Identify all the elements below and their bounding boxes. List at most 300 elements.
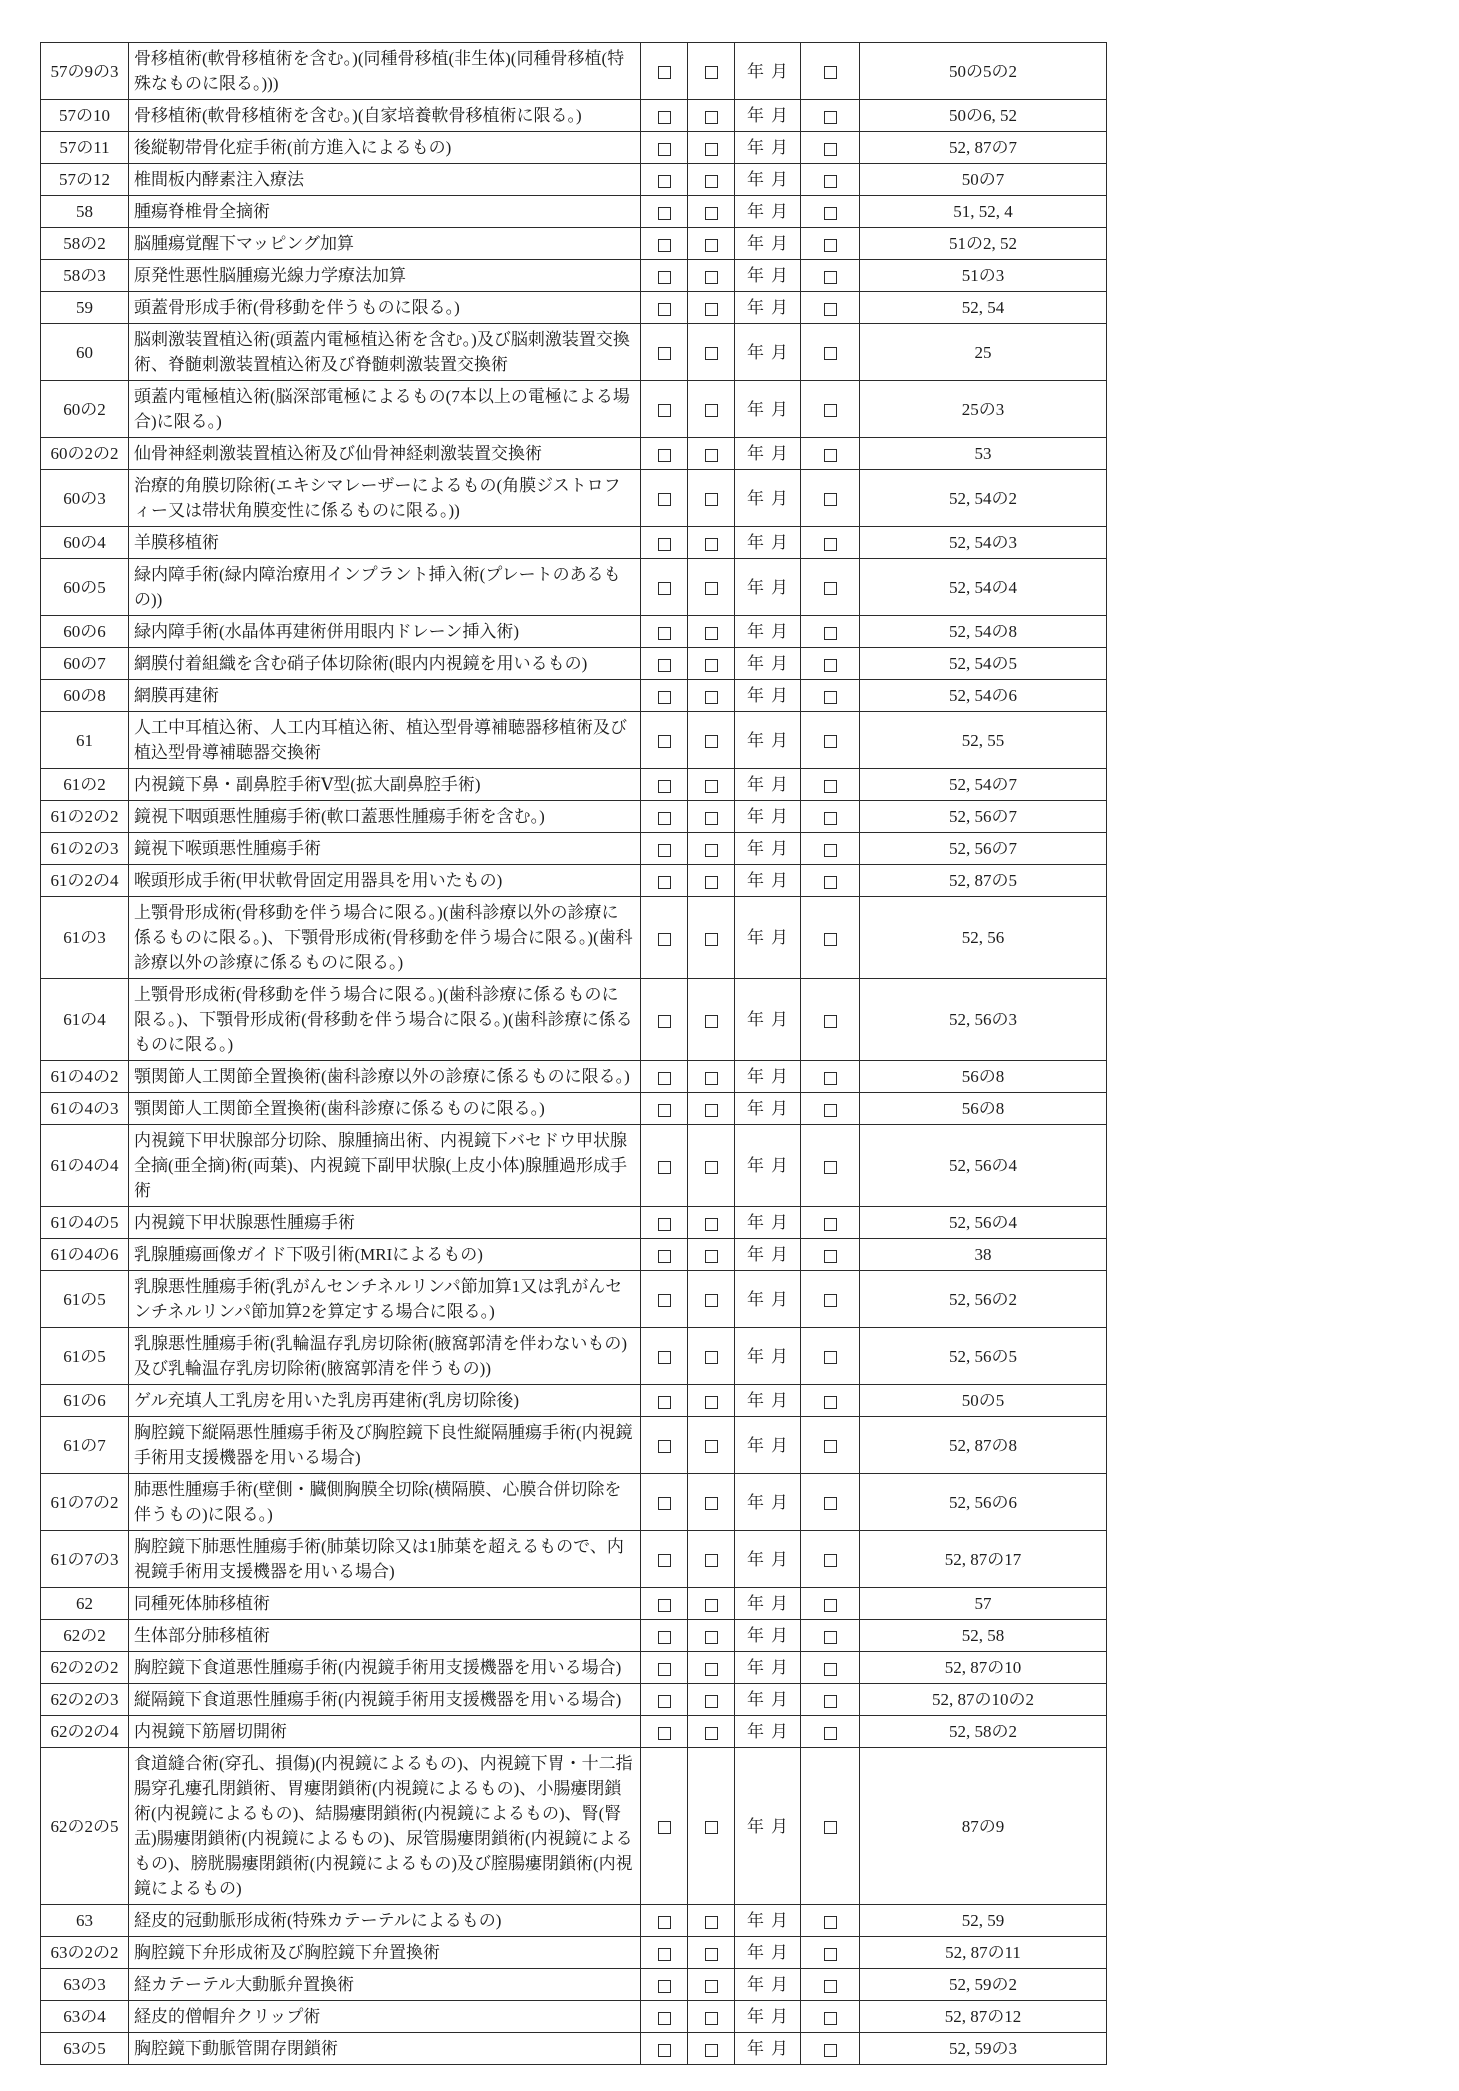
checkbox-cell-3 xyxy=(801,1093,860,1125)
checkbox-2[interactable] xyxy=(705,1218,718,1231)
row-number: 61の2 xyxy=(41,769,129,801)
checkbox-1[interactable] xyxy=(658,933,671,946)
checkbox-3[interactable] xyxy=(824,1294,837,1307)
checkbox-cell-3 xyxy=(801,164,860,196)
procedure-name: 羊膜移植術 xyxy=(129,527,641,559)
checkbox-1[interactable] xyxy=(658,1821,671,1834)
table-row xyxy=(41,1716,1107,1748)
reference-number: 52, 56の4 xyxy=(860,1207,1107,1239)
checkbox-2[interactable] xyxy=(705,1396,718,1409)
checkbox-cell-3 xyxy=(801,132,860,164)
checkbox-1[interactable] xyxy=(658,271,671,284)
checkbox-1[interactable] xyxy=(658,844,671,857)
checkbox-3[interactable] xyxy=(824,1916,837,1929)
checkbox-2[interactable] xyxy=(705,1980,718,1993)
checkbox-1[interactable] xyxy=(658,207,671,220)
procedure-name: 網膜再建術 xyxy=(129,680,641,712)
month-label: 月 xyxy=(771,1245,788,1264)
year-label: 年 xyxy=(747,202,764,221)
checkbox-2[interactable] xyxy=(705,143,718,156)
year-label: 年 xyxy=(747,1722,764,1741)
year-label: 年 xyxy=(747,1099,764,1118)
checkbox-1[interactable] xyxy=(658,2012,671,2025)
checkbox-1[interactable] xyxy=(658,303,671,316)
checkbox-3[interactable] xyxy=(824,1948,837,1961)
checkbox-1[interactable] xyxy=(658,1916,671,1929)
year-label: 年 xyxy=(747,138,764,157)
checkbox-cell-1 xyxy=(641,1271,688,1328)
month-label: 月 xyxy=(771,1658,788,1677)
table-row xyxy=(41,680,1107,712)
year-label: 年 xyxy=(747,1594,764,1613)
checkbox-cell-1 xyxy=(641,1620,688,1652)
month-label: 月 xyxy=(771,1213,788,1232)
year-month-cell xyxy=(735,324,801,381)
checkbox-3[interactable] xyxy=(824,691,837,704)
year-month-cell xyxy=(735,1748,801,1905)
checkbox-2[interactable] xyxy=(705,303,718,316)
checkbox-3[interactable] xyxy=(824,1161,837,1174)
checkbox-cell-1 xyxy=(641,1969,688,2001)
table-row xyxy=(41,196,1107,228)
checkbox-1[interactable] xyxy=(658,1161,671,1174)
procedure-name: 肺悪性腫瘍手術(壁側・臓側胸膜全切除(横隔膜、心膜合併切除を伴うもの)に限る。) xyxy=(129,1474,641,1531)
checkbox-1[interactable] xyxy=(658,1948,671,1961)
year-label: 年 xyxy=(747,1289,764,1309)
checkbox-3[interactable] xyxy=(824,1599,837,1612)
checkbox-2[interactable] xyxy=(705,2044,718,2057)
year-label: 年 xyxy=(747,871,764,890)
checkbox-3[interactable] xyxy=(824,538,837,551)
checkbox-1[interactable] xyxy=(658,347,671,360)
table-row xyxy=(41,527,1107,559)
month-label: 月 xyxy=(771,686,788,705)
checkbox-3[interactable] xyxy=(824,271,837,284)
month-label: 月 xyxy=(771,1391,788,1410)
checkbox-2[interactable] xyxy=(705,207,718,220)
checkbox-2[interactable] xyxy=(705,844,718,857)
checkbox-cell-2 xyxy=(688,1417,735,1474)
checkbox-2[interactable] xyxy=(705,1821,718,1834)
procedure-name: 緑内障手術(水晶体再建術併用眼内ドレーン挿入術) xyxy=(129,616,641,648)
checkbox-2[interactable] xyxy=(705,111,718,124)
checkbox-cell-3 xyxy=(801,1588,860,1620)
checkbox-cell-1 xyxy=(641,260,688,292)
checkbox-cell-1 xyxy=(641,865,688,897)
checkbox-2[interactable] xyxy=(705,933,718,946)
checkbox-1[interactable] xyxy=(658,1727,671,1740)
checkbox-1[interactable] xyxy=(658,449,671,462)
table-row xyxy=(41,324,1107,381)
checkbox-3[interactable] xyxy=(824,1396,837,1409)
checkbox-cell-3 xyxy=(801,1620,860,1652)
checkbox-3[interactable] xyxy=(824,303,837,316)
month-label: 月 xyxy=(771,1435,788,1455)
checkbox-cell-3 xyxy=(801,1207,860,1239)
year-month-cell xyxy=(735,164,801,196)
procedure-name: 頭蓋骨形成手術(骨移動を伴うものに限る。) xyxy=(129,292,641,324)
year-label: 年 xyxy=(747,1690,764,1709)
checkbox-cell-2 xyxy=(688,132,735,164)
checkbox-cell-1 xyxy=(641,1239,688,1271)
checkbox-2[interactable] xyxy=(705,780,718,793)
checkbox-cell-1 xyxy=(641,979,688,1061)
checkbox-1[interactable] xyxy=(658,1351,671,1364)
checkbox-cell-2 xyxy=(688,324,735,381)
checkbox-1[interactable] xyxy=(658,1104,671,1117)
year-month-cell xyxy=(735,527,801,559)
checkbox-3[interactable] xyxy=(824,143,837,156)
checkbox-2[interactable] xyxy=(705,449,718,462)
month-label: 月 xyxy=(771,871,788,890)
row-number: 60の4 xyxy=(41,527,129,559)
checkbox-2[interactable] xyxy=(705,876,718,889)
year-label: 年 xyxy=(747,234,764,253)
checkbox-3[interactable] xyxy=(824,207,837,220)
table-row xyxy=(41,769,1107,801)
checkbox-cell-2 xyxy=(688,1684,735,1716)
checkbox-2[interactable] xyxy=(705,735,718,748)
row-number: 63の4 xyxy=(41,2001,129,2033)
row-number: 63 xyxy=(41,1905,129,1937)
checkbox-3[interactable] xyxy=(824,844,837,857)
year-label: 年 xyxy=(747,1067,764,1086)
checkbox-3[interactable] xyxy=(824,1015,837,1028)
checkbox-2[interactable] xyxy=(705,239,718,252)
checkbox-3[interactable] xyxy=(824,175,837,188)
table-row xyxy=(41,1385,1107,1417)
checkbox-1[interactable] xyxy=(658,538,671,551)
checkbox-cell-1 xyxy=(641,1207,688,1239)
checkbox-1[interactable] xyxy=(658,1554,671,1567)
checkbox-2[interactable] xyxy=(705,1631,718,1644)
year-label: 年 xyxy=(747,577,764,597)
row-number: 61の7 xyxy=(41,1417,129,1474)
month-label: 月 xyxy=(771,488,788,508)
checkbox-2[interactable] xyxy=(705,582,718,595)
checkbox-3[interactable] xyxy=(824,111,837,124)
checkbox-1[interactable] xyxy=(658,1440,671,1453)
checkbox-cell-2 xyxy=(688,292,735,324)
checkbox-3[interactable] xyxy=(824,627,837,640)
checkbox-3[interactable] xyxy=(824,659,837,672)
checkbox-cell-1 xyxy=(641,1716,688,1748)
checkbox-2[interactable] xyxy=(705,1497,718,1510)
procedure-name: 後縦靭帯骨化症手術(前方進入によるもの) xyxy=(129,132,641,164)
year-label: 年 xyxy=(747,399,764,419)
checkbox-1[interactable] xyxy=(658,691,671,704)
month-label: 月 xyxy=(771,106,788,125)
reference-number: 52, 87の7 xyxy=(860,132,1107,164)
row-number: 57の9の3 xyxy=(41,43,129,100)
year-month-cell xyxy=(735,801,801,833)
checkbox-3[interactable] xyxy=(824,347,837,360)
year-label: 年 xyxy=(747,1975,764,1994)
checkbox-2[interactable] xyxy=(705,1916,718,1929)
reference-number: 52, 56の7 xyxy=(860,801,1107,833)
reference-number: 52, 56の2 xyxy=(860,1271,1107,1328)
checkbox-2[interactable] xyxy=(705,627,718,640)
row-number: 60の5 xyxy=(41,559,129,616)
checkbox-1[interactable] xyxy=(658,812,671,825)
checkbox-1[interactable] xyxy=(658,143,671,156)
checkbox-3[interactable] xyxy=(824,1980,837,1993)
checkbox-3[interactable] xyxy=(824,1250,837,1263)
checkbox-2[interactable] xyxy=(705,812,718,825)
row-number: 60の3 xyxy=(41,470,129,527)
checkbox-1[interactable] xyxy=(658,111,671,124)
month-label: 月 xyxy=(771,170,788,189)
checkbox-cell-3 xyxy=(801,1271,860,1328)
row-number: 62の2の3 xyxy=(41,1684,129,1716)
checkbox-2[interactable] xyxy=(705,1351,718,1364)
procedure-name: ゲル充填人工乳房を用いた乳房再建術(乳房切除後) xyxy=(129,1385,641,1417)
checkbox-1[interactable] xyxy=(658,1980,671,1993)
checkbox-3[interactable] xyxy=(824,239,837,252)
checkbox-2[interactable] xyxy=(705,66,718,79)
year-month-cell xyxy=(735,1239,801,1271)
checkbox-cell-2 xyxy=(688,1328,735,1385)
year-label: 年 xyxy=(747,686,764,705)
procedure-name: 経皮的冠動脈形成術(特殊カテーテルによるもの) xyxy=(129,1905,641,1937)
checkbox-cell-3 xyxy=(801,2001,860,2033)
checkbox-2[interactable] xyxy=(705,1948,718,1961)
checkbox-2[interactable] xyxy=(705,691,718,704)
row-number: 61の7の3 xyxy=(41,1531,129,1588)
checkbox-1[interactable] xyxy=(658,735,671,748)
checkbox-3[interactable] xyxy=(824,780,837,793)
checkbox-3[interactable] xyxy=(824,1218,837,1231)
checkbox-cell-2 xyxy=(688,527,735,559)
row-number: 62の2 xyxy=(41,1620,129,1652)
row-number: 61の5 xyxy=(41,1328,129,1385)
checkbox-1[interactable] xyxy=(658,1250,671,1263)
year-month-cell xyxy=(735,1061,801,1093)
reference-number: 52, 87の11 xyxy=(860,1937,1107,1969)
procedure-name: 頭蓋内電極植込術(脳深部電極によるもの(7本以上の電極による場合)に限る。) xyxy=(129,381,641,438)
checkbox-2[interactable] xyxy=(705,271,718,284)
procedure-name: 内視鏡下鼻・副鼻腔手術Ⅴ型(拡大副鼻腔手術) xyxy=(129,769,641,801)
year-month-cell xyxy=(735,381,801,438)
checkbox-1[interactable] xyxy=(658,876,671,889)
checkbox-1[interactable] xyxy=(658,659,671,672)
checkbox-2[interactable] xyxy=(705,1727,718,1740)
checkbox-cell-1 xyxy=(641,438,688,470)
year-month-cell xyxy=(735,897,801,979)
table-row xyxy=(41,648,1107,680)
month-label: 月 xyxy=(771,1067,788,1086)
checkbox-3[interactable] xyxy=(824,876,837,889)
reference-number: 52, 56の3 xyxy=(860,979,1107,1061)
table-row xyxy=(41,1239,1107,1271)
checkbox-1[interactable] xyxy=(658,2044,671,2057)
checkbox-cell-2 xyxy=(688,769,735,801)
reference-number: 52, 55 xyxy=(860,712,1107,769)
table-row xyxy=(41,2033,1107,2065)
procedure-name: 骨移植術(軟骨移植術を含む。)(自家培養軟骨移植術に限る。) xyxy=(129,100,641,132)
checkbox-2[interactable] xyxy=(705,1250,718,1263)
checkbox-1[interactable] xyxy=(658,1218,671,1231)
checkbox-3[interactable] xyxy=(824,449,837,462)
month-label: 月 xyxy=(771,577,788,597)
checkbox-1[interactable] xyxy=(658,493,671,506)
checkbox-2[interactable] xyxy=(705,404,718,417)
month-label: 月 xyxy=(771,1911,788,1930)
checkbox-cell-3 xyxy=(801,712,860,769)
checkbox-1[interactable] xyxy=(658,175,671,188)
checkbox-cell-2 xyxy=(688,438,735,470)
year-label: 年 xyxy=(747,533,764,552)
checkbox-1[interactable] xyxy=(658,1294,671,1307)
row-number: 60の7 xyxy=(41,648,129,680)
year-label: 年 xyxy=(747,654,764,673)
checkbox-1[interactable] xyxy=(658,1396,671,1409)
year-month-cell xyxy=(735,43,801,100)
checkbox-3[interactable] xyxy=(824,2044,837,2057)
year-month-cell xyxy=(735,260,801,292)
checkbox-3[interactable] xyxy=(824,1497,837,1510)
checkbox-cell-2 xyxy=(688,1588,735,1620)
checkbox-cell-2 xyxy=(688,1716,735,1748)
table-row xyxy=(41,381,1107,438)
checkbox-1[interactable] xyxy=(658,1015,671,1028)
checkbox-cell-2 xyxy=(688,1271,735,1328)
checkbox-2[interactable] xyxy=(705,347,718,360)
table-row xyxy=(41,1588,1107,1620)
checkbox-1[interactable] xyxy=(658,582,671,595)
checkbox-cell-1 xyxy=(641,1093,688,1125)
checkbox-2[interactable] xyxy=(705,1104,718,1117)
procedure-name: 上顎骨形成術(骨移動を伴う場合に限る。)(歯科診療に係るものに限る。)、下顎骨形成術(骨移動を伴う場合に限る。)(歯科診療に係るものに限る。) xyxy=(129,979,641,1061)
checkbox-cell-1 xyxy=(641,132,688,164)
year-month-cell xyxy=(735,292,801,324)
checkbox-2[interactable] xyxy=(705,2012,718,2025)
month-label: 月 xyxy=(771,1492,788,1512)
reference-number: 52, 87の5 xyxy=(860,865,1107,897)
year-month-cell xyxy=(735,1716,801,1748)
checkbox-1[interactable] xyxy=(658,404,671,417)
checkbox-1[interactable] xyxy=(658,1663,671,1676)
checkbox-2[interactable] xyxy=(705,1599,718,1612)
checkbox-1[interactable] xyxy=(658,1497,671,1510)
checkbox-3[interactable] xyxy=(824,1695,837,1708)
year-month-cell xyxy=(735,1588,801,1620)
year-label: 年 xyxy=(747,170,764,189)
month-label: 月 xyxy=(771,1690,788,1709)
month-label: 月 xyxy=(771,234,788,253)
checkbox-1[interactable] xyxy=(658,627,671,640)
procedure-name: 内視鏡下甲状腺悪性腫瘍手術 xyxy=(129,1207,641,1239)
checkbox-2[interactable] xyxy=(705,1294,718,1307)
checkbox-2[interactable] xyxy=(705,175,718,188)
row-number: 61の4の3 xyxy=(41,1093,129,1125)
checkbox-2[interactable] xyxy=(705,659,718,672)
checkbox-cell-2 xyxy=(688,1061,735,1093)
checkbox-2[interactable] xyxy=(705,1161,718,1174)
checkbox-3[interactable] xyxy=(824,2012,837,2025)
month-label: 月 xyxy=(771,399,788,419)
checkbox-2[interactable] xyxy=(705,1440,718,1453)
year-label: 年 xyxy=(747,807,764,826)
checkbox-3[interactable] xyxy=(824,1072,837,1085)
year-label: 年 xyxy=(747,1549,764,1569)
checkbox-3[interactable] xyxy=(824,1351,837,1364)
reference-number: 50の7 xyxy=(860,164,1107,196)
month-label: 月 xyxy=(771,622,788,641)
year-label: 年 xyxy=(747,1492,764,1512)
reference-number: 52, 54の5 xyxy=(860,648,1107,680)
checkbox-3[interactable] xyxy=(824,582,837,595)
checkbox-cell-3 xyxy=(801,1239,860,1271)
checkbox-cell-1 xyxy=(641,559,688,616)
checkbox-cell-2 xyxy=(688,1937,735,1969)
checkbox-3[interactable] xyxy=(824,1663,837,1676)
checkbox-cell-1 xyxy=(641,43,688,100)
checkbox-3[interactable] xyxy=(824,735,837,748)
checkbox-1[interactable] xyxy=(658,1631,671,1644)
table-row xyxy=(41,43,1107,100)
checkbox-3[interactable] xyxy=(824,933,837,946)
procedure-name: 経カテーテル大動脈弁置換術 xyxy=(129,1969,641,2001)
checkbox-3[interactable] xyxy=(824,1440,837,1453)
checkbox-2[interactable] xyxy=(705,538,718,551)
table-row xyxy=(41,1620,1107,1652)
year-month-cell xyxy=(735,1937,801,1969)
checkbox-2[interactable] xyxy=(705,1695,718,1708)
checkbox-3[interactable] xyxy=(824,1104,837,1117)
checkbox-3[interactable] xyxy=(824,404,837,417)
checkbox-cell-1 xyxy=(641,1061,688,1093)
checkbox-3[interactable] xyxy=(824,812,837,825)
checkbox-1[interactable] xyxy=(658,1599,671,1612)
checkbox-cell-2 xyxy=(688,196,735,228)
checkbox-cell-1 xyxy=(641,324,688,381)
checkbox-1[interactable] xyxy=(658,239,671,252)
reference-number: 52, 54の3 xyxy=(860,527,1107,559)
row-number: 57の10 xyxy=(41,100,129,132)
year-label: 年 xyxy=(747,839,764,858)
checkbox-2[interactable] xyxy=(705,493,718,506)
checkbox-cell-3 xyxy=(801,1474,860,1531)
checkbox-1[interactable] xyxy=(658,66,671,79)
checkbox-cell-3 xyxy=(801,1937,860,1969)
checkbox-1[interactable] xyxy=(658,1072,671,1085)
checkbox-3[interactable] xyxy=(824,66,837,79)
checkbox-cell-2 xyxy=(688,1207,735,1239)
checkbox-2[interactable] xyxy=(705,1554,718,1567)
row-number: 60の2の2 xyxy=(41,438,129,470)
checkbox-cell-2 xyxy=(688,100,735,132)
checkbox-3[interactable] xyxy=(824,1727,837,1740)
checkbox-3[interactable] xyxy=(824,1631,837,1644)
month-label: 月 xyxy=(771,2007,788,2026)
checkbox-1[interactable] xyxy=(658,780,671,793)
checkbox-3[interactable] xyxy=(824,493,837,506)
checkbox-2[interactable] xyxy=(705,1015,718,1028)
checkbox-2[interactable] xyxy=(705,1663,718,1676)
year-month-cell xyxy=(735,648,801,680)
year-month-cell xyxy=(735,1531,801,1588)
checkbox-3[interactable] xyxy=(824,1554,837,1567)
month-label: 月 xyxy=(771,1816,788,1836)
checkbox-2[interactable] xyxy=(705,1072,718,1085)
reference-number: 52, 56の6 xyxy=(860,1474,1107,1531)
procedure-name: 骨移植術(軟骨移植術を含む。)(同種骨移植(非生体)(同種骨移植(特殊なものに限る。))) xyxy=(129,43,641,100)
year-label: 年 xyxy=(747,1943,764,1962)
checkbox-3[interactable] xyxy=(824,1821,837,1834)
row-number: 57の12 xyxy=(41,164,129,196)
checkbox-1[interactable] xyxy=(658,1695,671,1708)
